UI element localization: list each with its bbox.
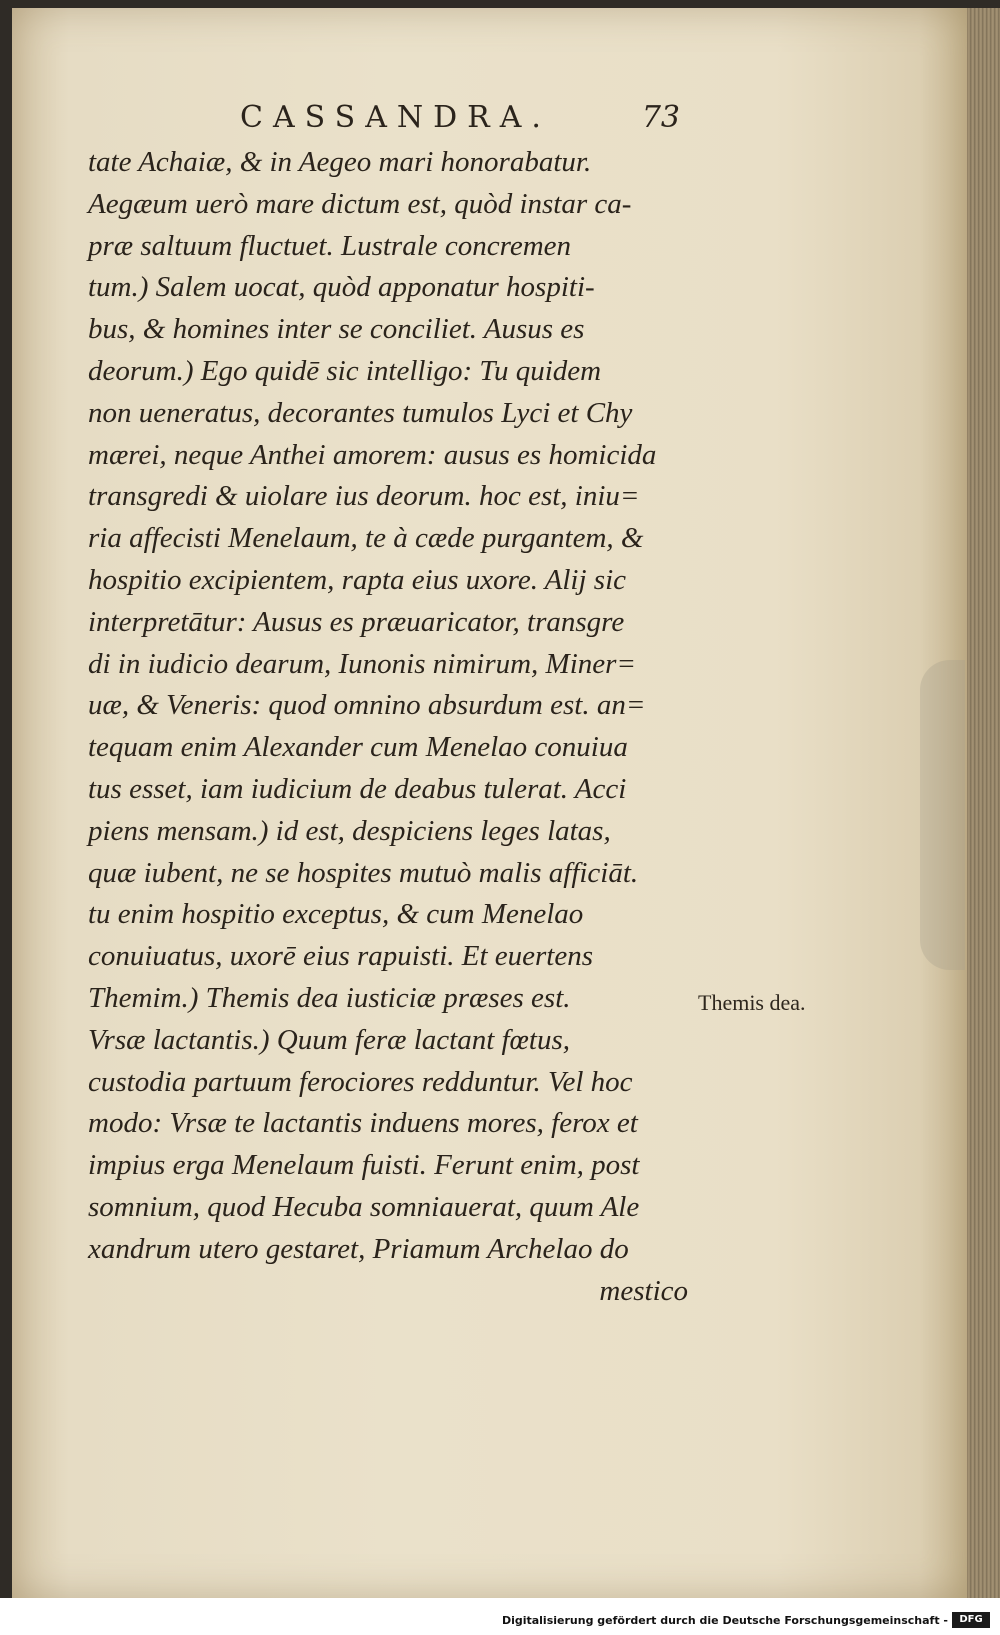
folio-number: 73	[641, 100, 680, 135]
text-line: modo: Vrsæ te lactantis induens mores, ferox et	[88, 1107, 638, 1140]
running-title: CASSANDRA.	[240, 100, 551, 135]
text-line: xandrum utero gestaret, Priamum Archelao do	[88, 1232, 629, 1265]
text-line: deorum.) Ego quidē sic intelligo: Tu quidem	[88, 354, 602, 387]
main-text-block	[88, 142, 688, 1312]
text-line: tequam enim Alexander cum Menelao conuiua	[88, 731, 628, 764]
text-line: custodia partuum ferociores redduntur. Vel hoc	[88, 1065, 633, 1098]
text-line: Themim.) Themis dea iusticiæ præses est.	[88, 981, 571, 1014]
text-line: quæ iubent, ne se hospites mutuò malis afficiāt.	[88, 856, 639, 889]
text-line: transgredi & uiolare ius deorum. hoc est, iniu=	[88, 480, 640, 513]
text-line: tu enim hospitio exceptus, & cum Menelao	[88, 898, 584, 931]
text-line: tum.) Salem uocat, quòd apponatur hospiti-	[88, 271, 595, 304]
text-line: non ueneratus, decorantes tumulos Lyci et Chy	[88, 396, 633, 429]
text-line: di in iudicio dearum, Iunonis nimirum, Miner=	[88, 647, 636, 680]
catchword: mestico	[599, 1274, 688, 1307]
text-line: impius erga Menelaum fuisti. Ferunt enim, post	[88, 1149, 640, 1182]
text-line: præ saltuum fluctuet. Lustrale concremen	[88, 229, 572, 262]
dfg-logo: DFG	[952, 1612, 990, 1628]
text-line: uæ, & Veneris: quod omnino absurdum est. an=	[88, 689, 646, 722]
text-line: conuiuatus, uxorē eius rapuisti. Et euertens	[88, 940, 594, 973]
text-line: Vrsæ lactantis.) Quum feræ lactant fœtus,	[88, 1023, 570, 1056]
text-line: tate Achaiæ, & in Aegeo mari honorabatur.	[88, 146, 592, 178]
page-clip-shadow	[920, 660, 965, 970]
text-line: Aegæum uerò mare dictum est, quòd instar ca-	[88, 187, 632, 220]
text-line: mærei, neque Anthei amorem: ausus es homicida	[88, 438, 657, 471]
text-line: somnium, quod Hecuba somniauerat, quum Ale	[88, 1190, 640, 1223]
text-line: ria affecisti Menelaum, te à cæde purgantem, &	[88, 522, 644, 555]
text-line: interpretātur: Ausus es præuaricator, transgre	[88, 605, 625, 638]
text-line: hospitio excipientem, rapta eius uxore. Alij sic	[88, 563, 627, 596]
margin-note-themis: Themis dea.	[698, 990, 806, 1015]
funding-credit: Digitalisierung gefördert durch die Deutsche Forschungsgemeinschaft -	[501, 1614, 948, 1627]
text-line: bus, & homines inter se conciliet. Ausus es	[88, 313, 585, 346]
text-line: piens mensam.) id est, despiciens leges latas,	[88, 814, 611, 847]
page-edges	[967, 8, 1000, 1598]
text-line: tus esset, iam iudicium de deabus tulerat. Acci	[88, 772, 627, 805]
